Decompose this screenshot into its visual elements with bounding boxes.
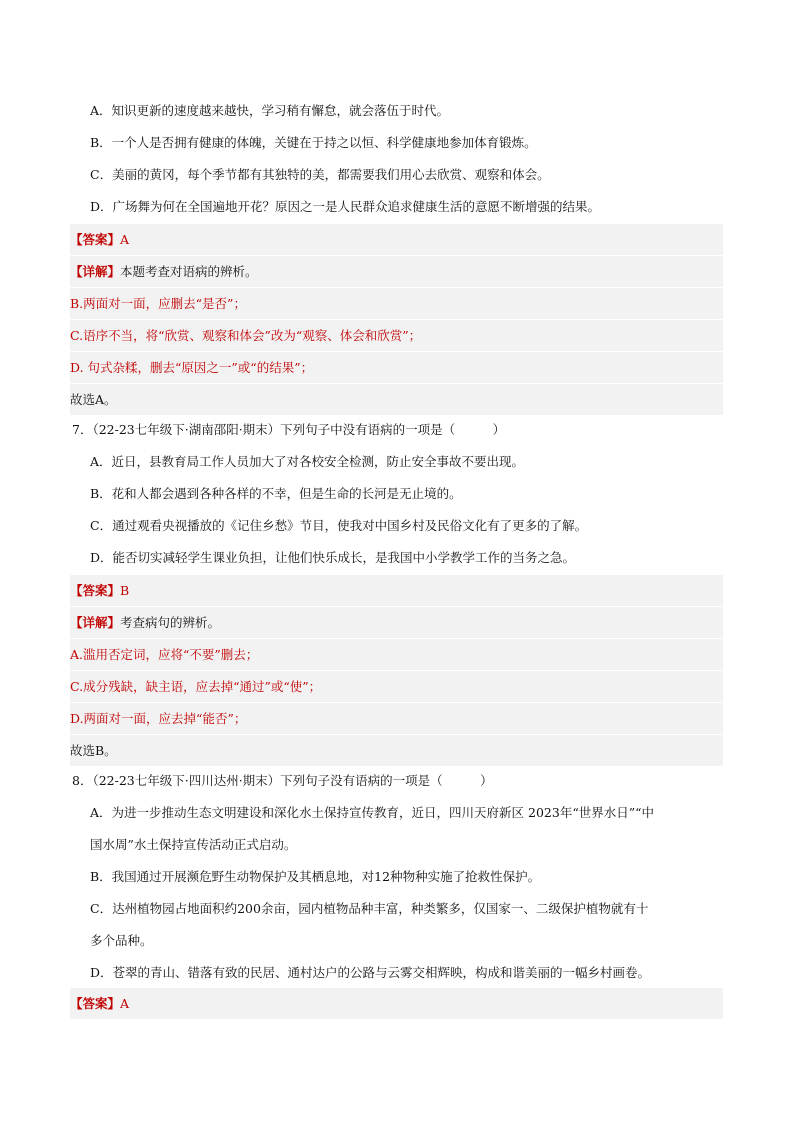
answer-tag: 【答案】	[70, 996, 121, 1011]
q7-detail	[70, 607, 723, 638]
prev-answer	[70, 224, 723, 255]
q8-option-c-continued: 多个品种。	[90, 933, 153, 948]
q8-option-d: D．苍翠的青山、错落有致的民居、通村达户的公路与云雾交相辉映，构成和谐美丽的一幅乡村画卷。	[90, 965, 651, 980]
prev-detail-item-d: D. 句式杂糅，删去“原因之一”或“的结果”；	[70, 352, 723, 383]
q7-option-a: A．近日，县教育局工作人员加大了对各校安全检测，防止安全事故不要出现。	[90, 454, 525, 469]
answer-tag: 【答案】	[70, 232, 121, 247]
q7-option-b: B．花和人都会遇到各种各样的不幸，但是生命的长河是无止境的。	[90, 486, 462, 501]
answer-value: A	[120, 996, 130, 1011]
prev-option-d: D．广场舞为何在全国遍地开花？原因之一是人民群众追求健康生活的意愿不断增强的结果。	[90, 199, 601, 214]
detail-intro: 考查病句的辨析。	[120, 615, 221, 630]
prev-detail-item-c: C.语序不当，将“欣赏、观察和体会”改为“观察、体会和欣赏”；	[70, 320, 723, 351]
q8-stem: 8．（22-23七年级下·四川达州·期末）下列句子没有语病的一项是（ ）	[72, 773, 493, 788]
q8-option-a: A．为进一步推动生态文明建设和深化水土保持宣传教育，近日，四川天府新区 2023年“世界水日”“中	[90, 805, 654, 820]
q8-option-c: C．达州植物园占地面积约200余亩，园内植物品种丰富，种类繁多，仅国家一、二级保护植物就有十	[90, 901, 649, 916]
q7-conclusion: 故选B。	[70, 735, 723, 766]
q7-stem: 7．（22-23七年级下·湖南邵阳·期末）下列句子中没有语病的一项是（ ）	[72, 422, 506, 437]
q8-option-a-continued: 国水周”水土保持宣传活动正式启动。	[90, 837, 297, 852]
answer-tag: 【答案】	[70, 583, 121, 598]
prev-option-c: C．美丽的黄冈，每个季节都有其独特的美，都需要我们用心去欣赏、观察和体会。	[90, 167, 550, 182]
detail-tag: 【详解】	[70, 615, 121, 630]
prev-detail	[70, 256, 723, 287]
prev-detail-item-b: B.两面对一面，应删去“是否”；	[70, 288, 723, 319]
detail-tag: 【详解】	[70, 264, 121, 279]
prev-option-a: A．知识更新的速度越来越快，学习稍有懈怠，就会落伍于时代。	[90, 103, 450, 118]
q8-answer	[70, 988, 723, 1019]
prev-conclusion: 故选A。	[70, 384, 723, 415]
q7-detail-item-c: C.成分残缺，缺主语，应去掉“通过”或“使”；	[70, 671, 723, 702]
answer-value: B	[120, 583, 130, 598]
detail-intro: 本题考查对语病的辨析。	[120, 264, 258, 279]
q8-option-b: B．我国通过开展濒危野生动物保护及其栖息地，对12种物种实施了抢救性保护。	[90, 869, 541, 884]
q7-detail-item-d: D.两面对一面，应去掉“能否”；	[70, 703, 723, 734]
q7-answer	[70, 575, 723, 606]
q7-option-d: D．能否切实减轻学生课业负担，让他们快乐成长，是我国中小学教学工作的当务之急。	[90, 550, 576, 565]
answer-value: A	[120, 232, 130, 247]
q7-detail-item-a: A.滥用否定词，应将“不要”删去；	[70, 639, 723, 670]
q7-option-c: C．通过观看央视播放的《记住乡愁》节目，使我对中国乡村及民俗文化有了更多的了解。	[90, 518, 588, 533]
prev-option-b: B．一个人是否拥有健康的体魄，关键在于持之以恒、科学健康地参加体育锻炼。	[90, 135, 537, 150]
